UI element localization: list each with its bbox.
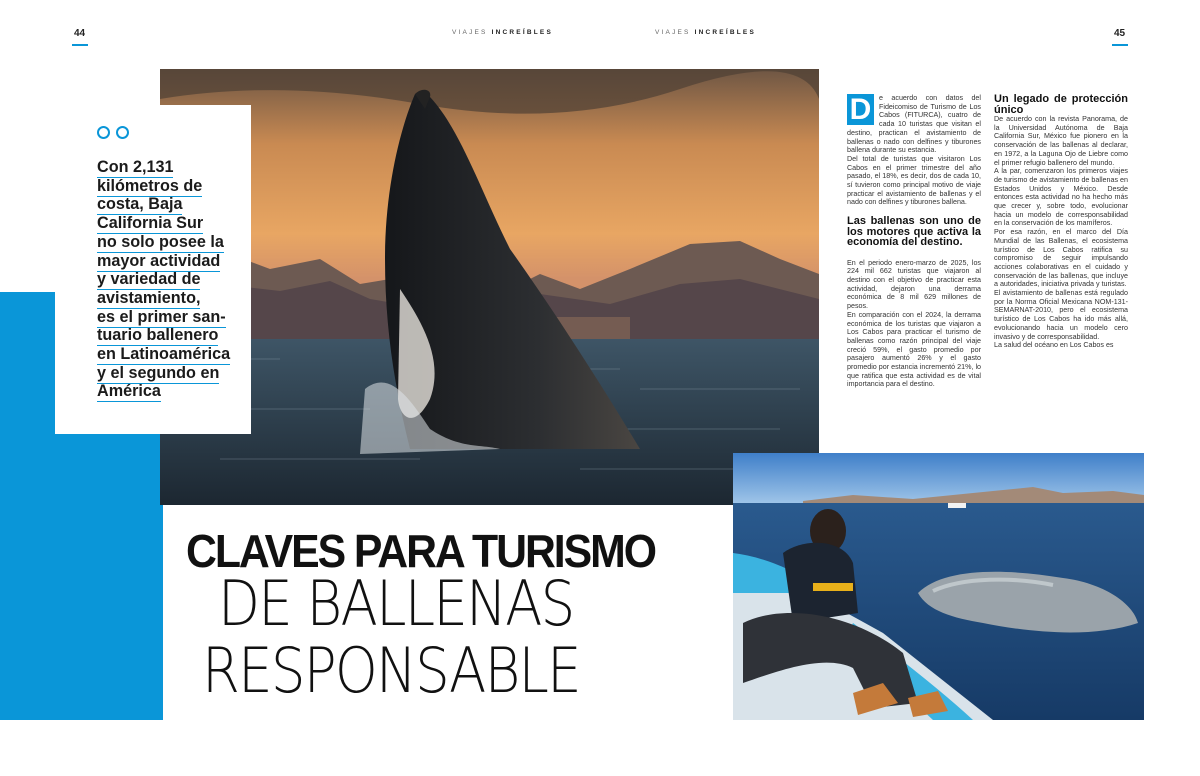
article-column-2: [994, 94, 1128, 350]
article-intro: e acuerdo con datos del Fideicomiso de Turismo de Los Cabos (FITURCA), cuatro de cada 10 turistas que visitan el destino, practican el avistamiento de ballenas o nado con delfines y tiburones ballena durante su estancia.: [847, 94, 981, 155]
pull-quote-line: es el primer san-: [97, 307, 226, 326]
running-head-left-prefix: VIAJES: [452, 29, 492, 36]
article-column-1: [847, 94, 981, 389]
article-paragraph: En comparación con el 2024, la derrama económica de los turistas que viajaron a Los Cabos para practicar el turismo de ballenas como razón principal del viaje creció 59%, el gasto promedio por pasajero aumentó 26% y el gasto promedio por estancia incrementó 21%, lo que ratifica que esta actividad es de vital importancia para el destino.: [847, 310, 981, 389]
running-head-left-bold: INCREÍBLES: [491, 29, 553, 36]
article-paragraph: A la par, comenzaron los primeros viajes de turismo de avistamiento de ballenas en Estados Unidos y México. Desde entonces esta actividad no ha hecho más que crecer y, sobre todo, evolucionar hacia un modelo de corresponsabilidad en la conservación de los mamíferos.: [994, 167, 1128, 228]
headline-line-2: DE BALLENAS: [218, 567, 574, 640]
callout-dots: [97, 126, 129, 139]
article-paragraph: En el periodo enero-marzo de 2025, los 224 mil 662 turistas que viajaron al destino con el objetivo de practicar esta actividad, dejaron una derrama económica de 8 mil 629 millones de pesos.: [847, 258, 981, 311]
pull-quote-line: avistamiento,: [97, 288, 201, 307]
pull-quote-line: kilómetros de: [97, 176, 203, 195]
article-paragraph: Del total de turistas que visitaron Los Cabos en el primer trimestre del año pasado, el 18%, es decir, dos de cada 10, sí tuvieron como principal motivo de viaje practicar el avistamiento de ballenas y el nado con delfines y tiburones ballena.: [847, 154, 981, 207]
whale-breach-illustration: [160, 69, 819, 505]
callout-card: [55, 105, 251, 434]
pull-quote-line: y el segundo en: [97, 363, 220, 382]
headline-line-3: RESPONSABLE: [202, 634, 580, 707]
page-number-left-rule: [72, 44, 88, 46]
pull-quote-line: tuario ballenero: [97, 326, 219, 345]
running-head-right-prefix: VIAJES: [655, 29, 695, 36]
article-paragraph: La salud del océano en Los Cabos es: [994, 341, 1114, 350]
dot-icon: [116, 126, 129, 139]
pull-quote-line: no solo posee la: [97, 232, 224, 251]
article-subhead: Las ballenas son uno de los motores que activa la economía del destino.: [847, 215, 981, 249]
running-head-left: [452, 29, 553, 36]
pull-quote-line: California Sur: [97, 214, 204, 233]
article-paragraph: El avistamiento de ballenas está regulado por la Norma Oficial Mexicana NOM-131-SEMARNAT-2010, pero el ecosistema turístico de Los Cabos ha ido más allá, evolucionando hacia un modelo cero invasivo y de corresponsabilidad.: [994, 289, 1128, 341]
pull-quote-line: costa, Baja: [97, 195, 183, 214]
running-head-right: [655, 29, 756, 36]
article-paragraph: De acuerdo con la revista Panorama, de la Universidad Autónoma de Baja California Sur, México fue pionero en la conservación de las ballenas al declarar, en 1972, a la Laguna Ojo de Liebre como el primer refugio ballenero del mundo.: [994, 115, 1128, 167]
hero-whale-photo: [160, 69, 819, 505]
page-number-left: 44: [74, 28, 86, 39]
page-number-right: 45: [1114, 28, 1126, 39]
page-number-right-rule: [1112, 44, 1128, 46]
pull-quote-line: y variedad de: [97, 270, 201, 289]
article-subhead: Un legado de protección único: [994, 93, 1128, 116]
dropcap: D: [847, 94, 874, 125]
headline-line-1: CLAVES PARA TURISMO: [186, 525, 655, 577]
dot-icon: [97, 126, 110, 139]
pull-quote: [97, 158, 247, 401]
pull-quote-line: América: [97, 382, 161, 401]
running-head-right-bold: INCREÍBLES: [694, 29, 756, 36]
article-paragraph: Por esa razón, en el marco del Día Mundial de las Ballenas, el ecosistema turístico de Los Cabos ratifica su compromiso de seguir impulsando acciones colaborativas en el cuidado y conservación de las ballenas, que incluye a autoridades, iniciativa privada y turistas.: [994, 228, 1128, 289]
pull-quote-line: Con 2,131: [97, 158, 174, 176]
boat-whale-illustration: [733, 453, 1144, 720]
pull-quote-line: mayor actividad: [97, 251, 221, 270]
boat-whale-photo: [733, 453, 1144, 720]
pull-quote-line: en Latinoamérica: [97, 345, 231, 364]
